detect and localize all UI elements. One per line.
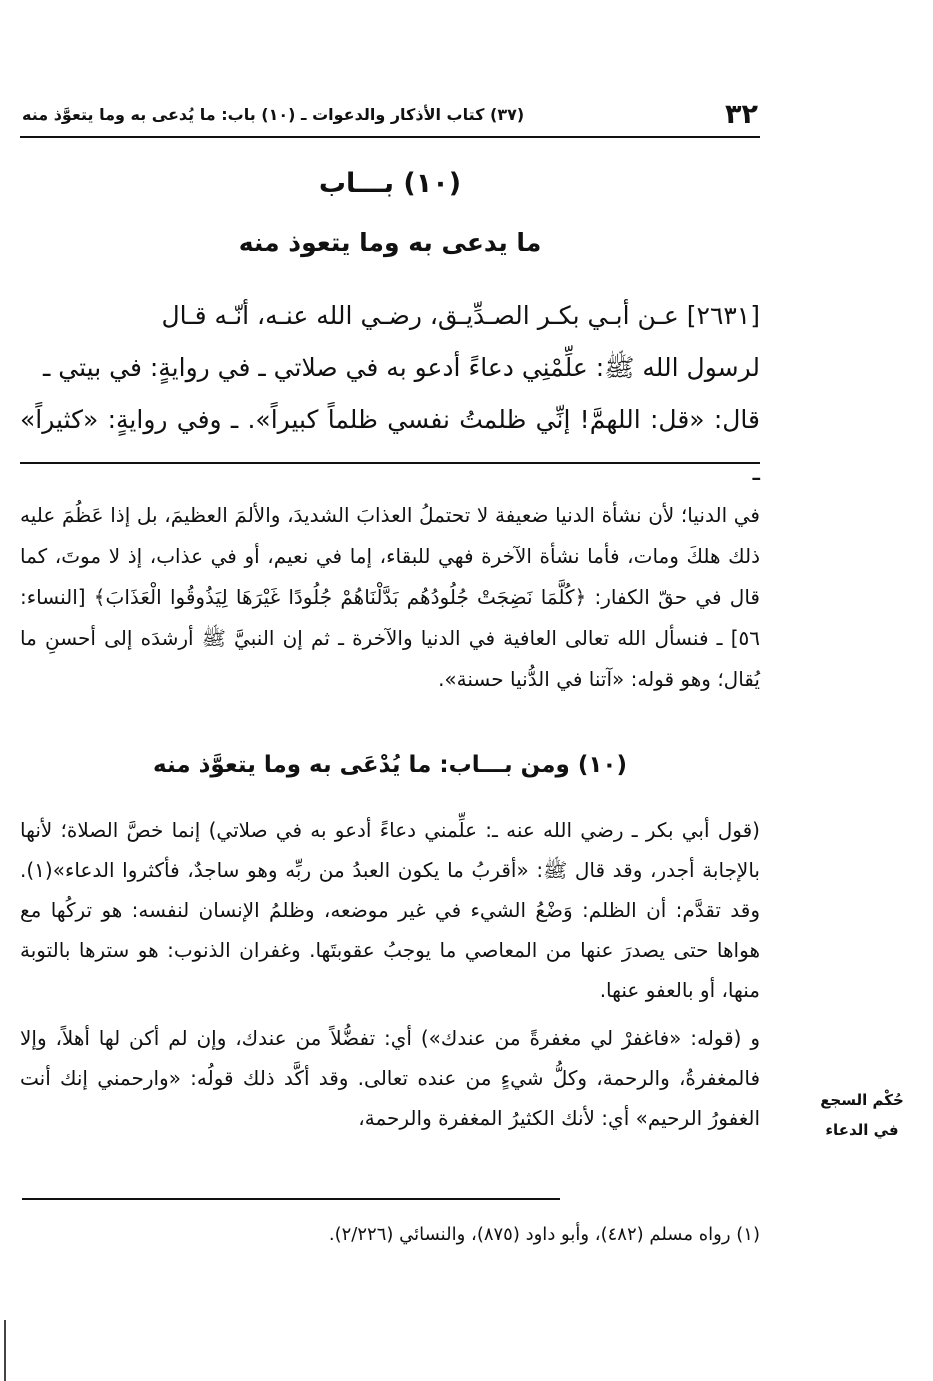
margin-note-line: حُكْم السجع	[820, 1091, 904, 1109]
margin-note	[811, 1085, 913, 1145]
commentary-text	[20, 495, 760, 700]
margin-note-line: في الدعاء	[825, 1121, 899, 1139]
hadith-line: قال: «قل: اللهمَّ! إنِّي ظلمتُ نفسي ظلماً كبيراً». ـ وفي روايةٍ: «كثيراً» ـ	[20, 405, 760, 486]
explanation-paragraph: و (قوله: «فاغفرْ لي مغفرةً من عندك») أي: تفضُّلاً من عندك، وإن لم أكن لها أهلاً، وإلا فالمغفرةُ، والرحمة، وكلُّ شيءٍ من عنده تعالى. وقد أكَّد ذلك قولُه: «وارحمني إنك أنت الغفورُ الرحيم» أي: لأنك الكثيرُ المغفرة والرحمة،	[20, 1026, 760, 1130]
running-header	[22, 96, 758, 132]
footnote-divider	[22, 1198, 560, 1200]
commentary-paragraph: في الدنيا؛ لأن نشأة الدنيا ضعيفة لا تحتملُ العذابَ الشديدَ، والألمَ العظيمَ، بل إذا عَظُمَ عليه ذلك هلكَ ومات، فأما نشأة الآخرة فهي للبقاء، إما في نعيم، أو في عذاب، إذ لا موتَ، كما قال في حقّ الكفار: ﴿كُلَّمَا نَضِجَتْ جُلُودُهُم بَدَّلْنَاهُمْ جُلُودًا غَيْرَهَا لِيَذُوقُوا الْعَذَابَ﴾ [النساء: ٥٦] ـ فنسأل الله تعالى العافية في الدنيا والآخرة ـ ثم إن النبيَّ ﷺ أرشدَه إلى أحسنِ ما يُقال؛ وهو قوله: «آتنا في الدُّنيا حسنة».	[20, 503, 760, 691]
running-title: (٣٧) كتاب الأذكار والدعوات ـ (١٠) باب: ما يُدعى به وما يتعوَّذ منه	[22, 104, 525, 124]
hadith-text	[20, 290, 760, 498]
section-heading: (١٠) ومن بـــاب: ما يُدْعَى به وما يتعوَّذ منه	[153, 752, 627, 778]
header-divider	[20, 136, 760, 138]
chapter-subheading: ما يدعى به وما يتعوذ منه	[238, 228, 542, 257]
hadith-line: [٢٦٣١] عـن أبـي بكـر الصـدِّيـق، رضـي الله عنـه، أنّـه قـال	[161, 301, 760, 330]
hadith-line: لرسول الله ﷺ: علِّمْنِي دعاءً أدعو به في صلاتي ـ في روايةٍ: في بيتي ـ	[43, 353, 760, 382]
section-divider	[20, 462, 760, 464]
explanation-text	[20, 810, 760, 1138]
chapter-heading: (١٠) بـــاب	[318, 168, 462, 199]
footnote: (١) رواه مسلم (٤٨٢)، وأبو داود (٨٧٥)، والنسائي (٢/٢٢٦).	[328, 1224, 760, 1245]
page-number: ٣٢	[725, 98, 758, 130]
explanation-paragraph: (قول أبي بكر ـ رضي الله عنه ـ: علِّمني دعاءً أدعو به في صلاتي) إنما خصَّ الصلاة؛ لأنها بالإجابة أجدر، وقد قال ﷺ: «أقربُ ما يكون العبدُ من ربِّه وهو ساجدٌ، فأكثروا الدعاء»(١). وقد تقدَّم: أن الظلم: وَضْعُ الشيء في غير موضعه، وظلمُ الإنسان لنفسه: هو تركُها مع هواها حتى يصدرَ عنها من المعاصي ما يوجبُ عقوبتَها. وغفران الذنوب: هو سترها بالتوبة منها، أو بالعفو عنها.	[20, 818, 760, 1002]
scan-edge-mark	[4, 1320, 6, 1381]
